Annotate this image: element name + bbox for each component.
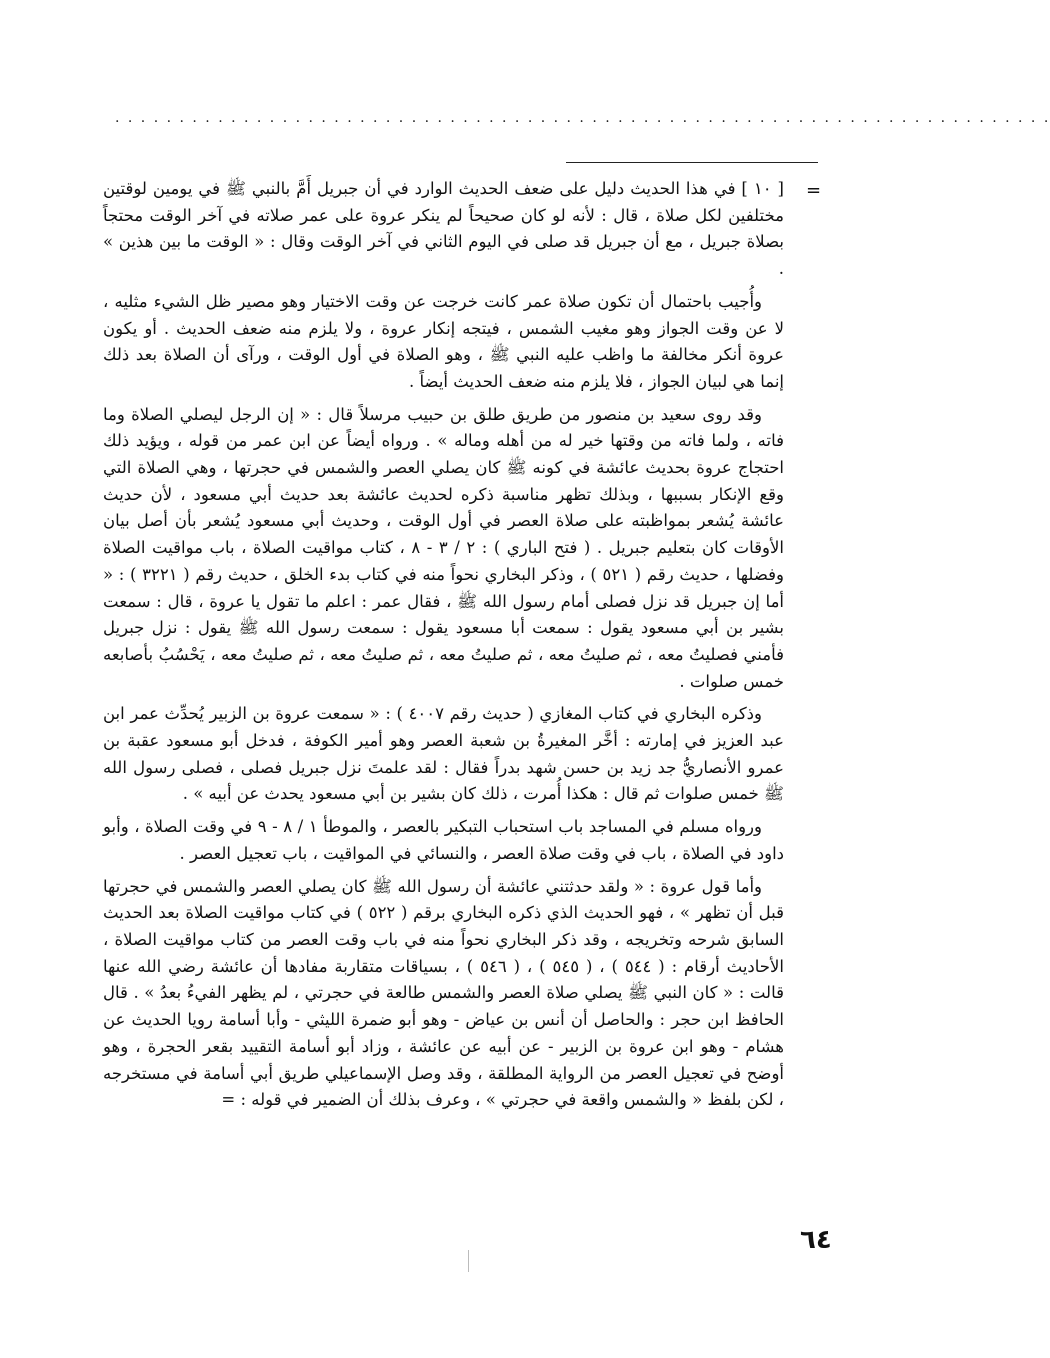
paragraph-6: وأما قول عروة : « ولقد حدثتني عائشة أن رسول الله ﷺ كان يصلي العصر والشمس في حجرتها قبل أن تظهر » ، فهو الحديث الذي ذكره البخاري برقم ( ٥٢٢ ) في كتاب مواقيت الصلاة بعد الحديث السابق شرحه وتخريجه ، وقد ذكر البخاري نحواً منه في باب وقت العصر من كتاب مواقيت الصلاة ، الأحاديث أرقام : ( ٥٤٤ ) ، ( ٥٤٥ ) ، ( ٥٤٦ ) ، بسياقات متقاربة مفادها أن عائشة رضي الله عنها قالت : « كان النبي ﷺ يصلي صلاة العصر والشمس طالعة في حجرتي ، لم يظهر الفيءُ بعدُ » . قال الحافظ ابن حجر : والحاصل أن أنس بن عياض - وهو أبو ضمرة الليثي - وأبا أسامة رويا الحديث عن هشام - وهو ابن عروة بن الزبير - عن أبيه عن عائشة ، وزاد أبو أسامة التقييد بقعر الحجرة ، وهو أوضح في تعجيل العصر من الرواية المطلقة ، وقد وصل الإسماعيلي طريق أبي أسامة في مستخرجه ، لكن بلفظ « والشمس واقعة في حجرتي » ، وعرف بذلك أن الضمير في قوله : = bbox=[103, 876, 784, 1110]
paragraph-2: وأُجيب باحتمال أن تكون صلاة عمر كانت خرجت عن وقت الاختيار وهو مصير ظل الشيء مثليه ، لا عن وقت الجواز وهو مغيب الشمس ، فيتجه إنكار عروة ، ولا يلزم منه ضعف الحديث . أو يكون عروة أنكر مخالفة ما واظب عليه النبي ﷺ ، وهو الصلاة في أول الوقت ، ورآى أن الصلاة بعد ذلك إنما هي لبيان الجواز ، فلا يلزم منه ضعف الحديث أيضاً . bbox=[103, 291, 784, 391]
paragraph-1: [ ١٠ ] في هذا الحديث دليل على ضعف الحديث الوارد في أن جبريل أَمَّ بالنبي ﷺ في يومين لوقتين مختلفين لكل صلاة ، قال : لأنه لو كان صحيحاً لم ينكر عروة على عمر صلاته في آخر الوقت محتجاً بصلاة جبريل ، مع أن جبريل قد صلى في اليوم الثاني في آخر الوقت وقال : « الوقت ما بين هذين » . bbox=[103, 179, 784, 279]
footnote-body bbox=[103, 176, 784, 1120]
paragraph-4: وذكره البخاري في كتاب المغازي ( حديث رقم ٤٠٠٧ ) : « سمعت عروة بن الزبير يُحدِّث عمر ابن عبد العزيز في إمارته : أخَّر المغيرةُ بن شعبة العصر وهو أمير الكوفة ، فدخل أبو مسعود عقبة بن عمرو الأنصاريُّ جد زيد بن حسن شهد بدراً فقال : لقد علمتَ نزل جبريل فصلى ، فصلى رسول الله ﷺ خمس صلوات ثم قال : هكذا أُمرت ، ذلك كان بشير بن أبي مسعود يحدث عن أبيه » . bbox=[103, 704, 784, 804]
dotted-separator: . . . . . . . . . . . . . . . . . . . . . . . . . . . . . . . . . . . . . . . . . . . . . . . . . . . . . . . . . . . . . . . . . . . . . . . . . bbox=[115, 110, 1050, 126]
paragraph-3: وقد روى سعيد بن منصور من طريق طلق بن حبيب مرسلاً قال : « إن الرجل ليصلي الصلاة وما فاته ، ولما فاته من وقتها خير له من أهله وماله » . ورواه أيضاً عن ابن عمر من قوله ، ويؤيد ذلك احتجاج عروة بحديث عائشة في كونه ﷺ كان يصلي العصر والشمس في حجرتها ، وهي الصلاة التي وقع الإنكار بسببها ، وبذلك تظهر مناسبة ذكره لحديث عائشة بعد حديث أبي مسعود ، لأن حديث عائشة يُشعر بمواظبته على صلاة العصر في أول الوقت ، وحديث أبي مسعود يُشعر بأن أصل بيان الأوقات كان بتعليم جبريل . ( فتح الباري ) : ٢ / ٣ - ٨ ، كتاب مواقيت الصلاة ، باب مواقيت الصلاة وفضلها ، حديث رقم ( ٥٢١ ) ، وذكر البخاري نحواً منه في كتاب بدء الخلق ، حديث رقم ( ٣٢٢١ ) : « أما إن جبريل قد نزل فصلى أمام رسول الله ﷺ ، فقال عمر : اعلم ما تقول يا عروة ، قال : سمعت بشير بن أبي مسعود يقول : سمعت أبا مسعود يقول : سمعت رسول الله ﷺ يقول : نزل جبريل فأمني فصليتُ معه ، ثم صليتُ معه ، ثم صليتُ معه ، ثم صليتُ معه ، ثم صليتُ معه ، يَحْسُبُ بأصابعه خمس صلوات . bbox=[103, 404, 784, 691]
footnote-rule bbox=[566, 162, 818, 163]
scan-mark bbox=[468, 1250, 469, 1272]
page-number: ٦٤ bbox=[800, 1225, 832, 1255]
paragraph-5: ورواه مسلم في المساجد باب استحباب التبكير بالعصر ، والموطأ ١ / ٨ - ٩ في وقت الصلاة ، وأبو داود في الصلاة ، باب في وقت صلاة العصر ، والنسائي في المواقيت ، باب تعجيل العصر . bbox=[103, 817, 784, 863]
continuation-mark: = bbox=[806, 180, 822, 201]
